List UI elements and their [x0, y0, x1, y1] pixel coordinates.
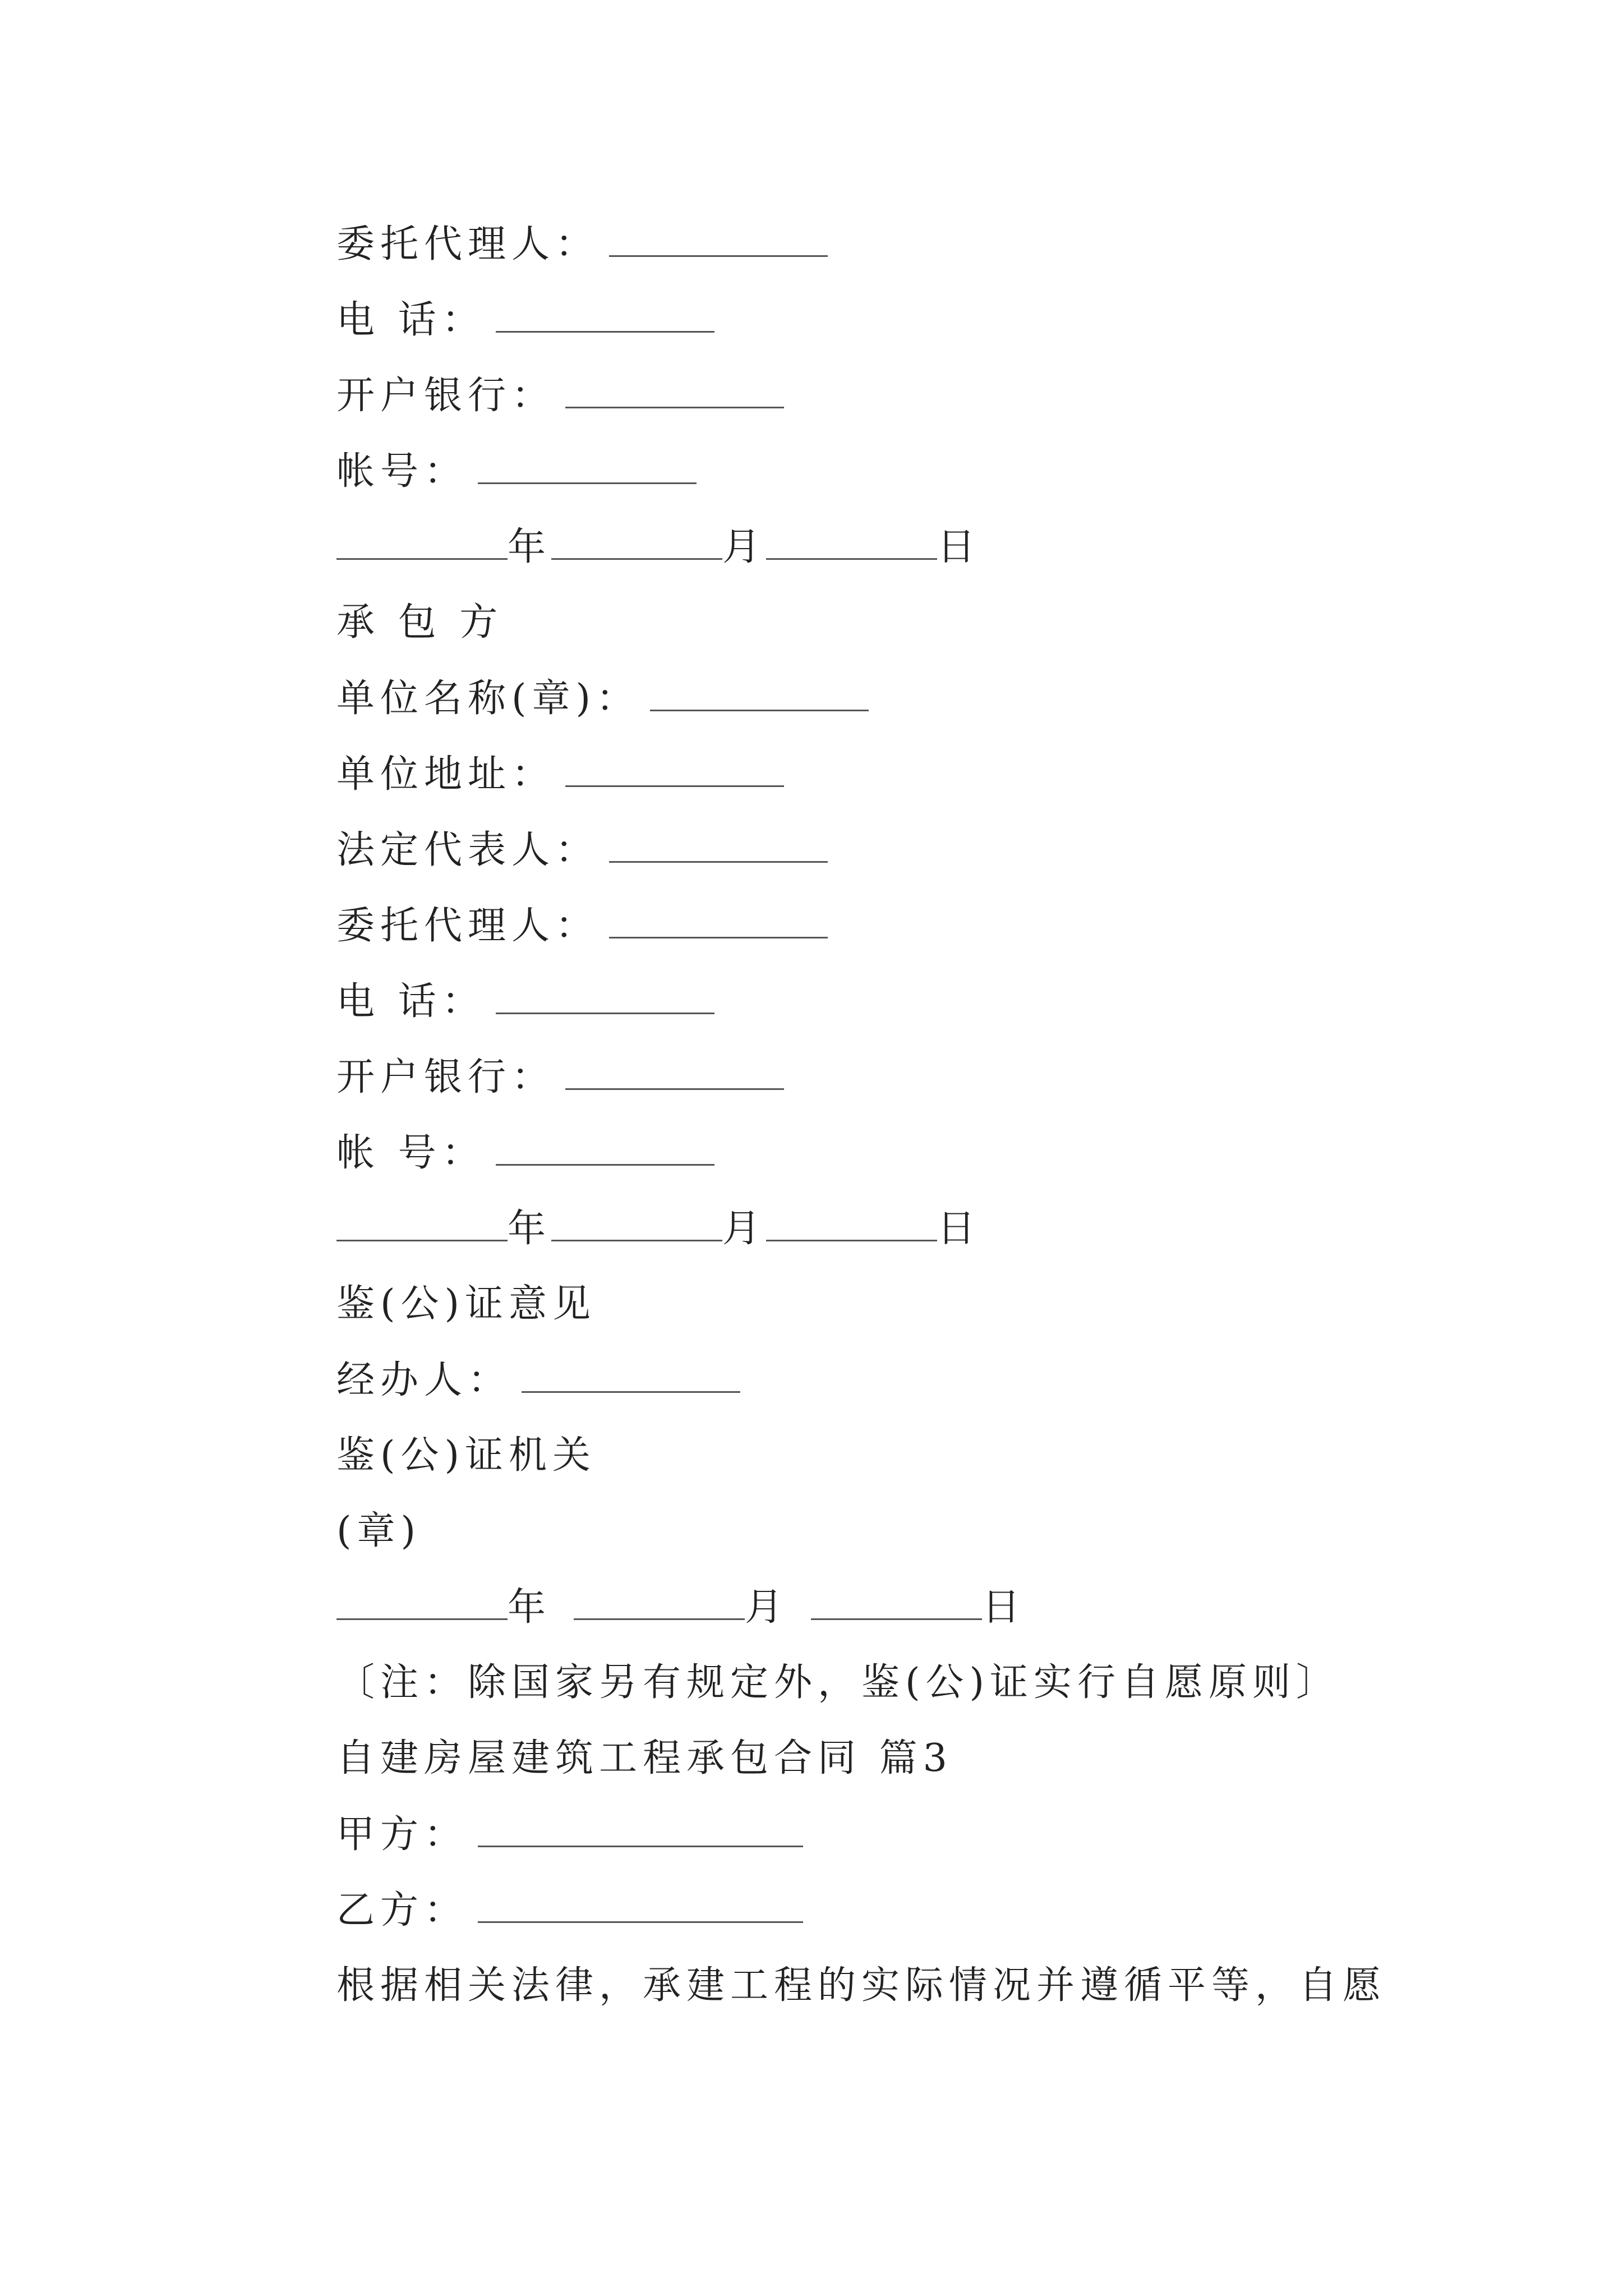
client-date-month-blank[interactable]: [551, 524, 722, 560]
section-title: 自建房屋建筑工程承包合同 篇3: [336, 1736, 953, 1780]
client-bank-label: 开户银行：: [336, 374, 556, 418]
party-a-line: [336, 1812, 803, 1857]
party-b-line: [336, 1888, 803, 1932]
contractor-name-label: 单位名称(章)：: [336, 677, 640, 721]
date-day-label: 日: [937, 1207, 981, 1251]
handler-line: [336, 1358, 740, 1402]
handler-blank[interactable]: [522, 1358, 740, 1393]
contractor-address-line: [336, 752, 784, 797]
date-year-label: 年: [508, 525, 552, 569]
contractor-phone-line: [336, 979, 714, 1024]
client-phone-blank[interactable]: [496, 297, 714, 333]
date-month-label: 月: [745, 1585, 789, 1630]
notary-date-year-blank[interactable]: [336, 1585, 508, 1620]
handler-label: 经办人：: [336, 1358, 512, 1402]
client-bank-line: [336, 373, 784, 418]
contractor-rep-blank[interactable]: [609, 827, 828, 863]
party-b-label: 乙方：: [336, 1888, 468, 1932]
client-date-day-blank[interactable]: [766, 524, 937, 560]
body-paragraph-start: 根据相关法律，承建工程的实际情况并遵循平等，自愿: [336, 1963, 1387, 2008]
client-agent-line: [336, 222, 828, 266]
client-phone-line: [336, 297, 714, 342]
contractor-heading: 承 包 方: [336, 600, 504, 645]
contractor-phone-blank[interactable]: [496, 979, 714, 1014]
date-year-label: 年: [508, 1207, 552, 1251]
client-account-blank[interactable]: [478, 449, 697, 484]
date-month-label: 月: [722, 1207, 767, 1251]
contractor-agent-label: 委托代理人：: [336, 904, 600, 948]
contractor-agent-line: [336, 903, 828, 948]
date-year-label: 年: [508, 1585, 552, 1630]
notary-date-line: [336, 1585, 1026, 1630]
party-a-label: 甲方：: [336, 1812, 468, 1857]
contractor-account-label: 帐 号：: [336, 1131, 486, 1175]
contractor-account-line: [336, 1130, 714, 1175]
contractor-date-month-blank[interactable]: [551, 1206, 722, 1241]
contractor-address-blank[interactable]: [565, 752, 784, 787]
contractor-date-year-blank[interactable]: [336, 1206, 508, 1241]
notary-office-label: 鉴(公)证机关: [336, 1433, 597, 1478]
date-day-label: 日: [982, 1585, 1026, 1630]
contractor-rep-label: 法定代表人：: [336, 828, 600, 872]
contractor-date-line: [336, 1206, 981, 1251]
contractor-name-line: [336, 676, 869, 721]
client-account-label: 帐号：: [336, 449, 468, 494]
contractor-rep-line: [336, 827, 828, 872]
client-date-year-blank[interactable]: [336, 524, 508, 560]
client-account-line: [336, 449, 697, 494]
party-a-blank[interactable]: [478, 1812, 803, 1847]
seal-label: (章): [336, 1509, 422, 1553]
client-agent-blank[interactable]: [609, 222, 828, 257]
contractor-bank-label: 开户银行：: [336, 1055, 556, 1099]
notary-date-day-blank[interactable]: [811, 1585, 982, 1620]
client-date-line: [336, 524, 981, 569]
date-day-label: 日: [937, 525, 981, 569]
contractor-bank-line: [336, 1055, 784, 1099]
contractor-name-blank[interactable]: [650, 676, 869, 711]
note-text: 〔注：除国家另有规定外，鉴(公)证实行自愿原则〕: [336, 1660, 1340, 1705]
client-agent-label: 委托代理人：: [336, 222, 600, 266]
client-phone-label: 电 话：: [336, 298, 486, 342]
notary-opinion-label: 鉴(公)证意见: [336, 1282, 597, 1326]
date-month-label: 月: [722, 525, 767, 569]
contractor-phone-label: 电 话：: [336, 979, 486, 1024]
contractor-account-blank[interactable]: [496, 1130, 714, 1166]
contractor-date-day-blank[interactable]: [766, 1206, 937, 1241]
client-bank-blank[interactable]: [565, 373, 784, 408]
contractor-address-label: 单位地址：: [336, 752, 556, 797]
notary-date-month-blank[interactable]: [574, 1585, 745, 1620]
party-b-blank[interactable]: [478, 1888, 803, 1923]
contractor-agent-blank[interactable]: [609, 903, 828, 938]
contractor-bank-blank[interactable]: [565, 1055, 784, 1090]
